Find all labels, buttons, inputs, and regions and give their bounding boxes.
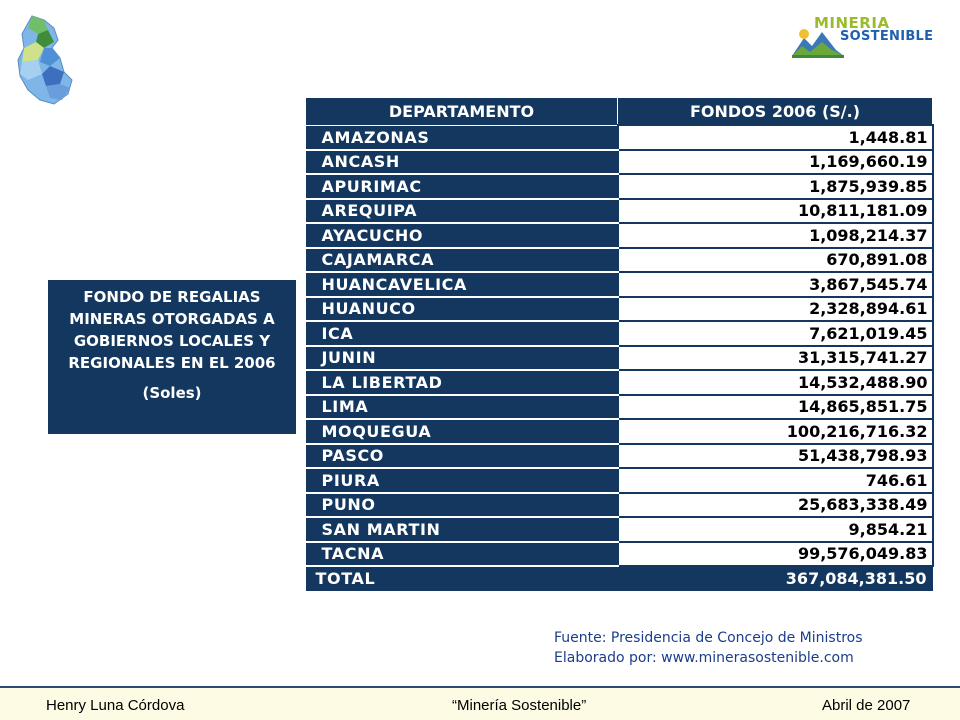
source-line: Fuente: Presidencia de Concejo de Ministros — [554, 630, 863, 646]
peru-map-icon — [14, 14, 76, 106]
amount-cell: 31,315,741.27 — [618, 346, 933, 371]
department-cell: HUANCAVELICA — [306, 272, 618, 297]
amount-cell: 14,865,851.75 — [618, 395, 933, 420]
department-cell: LA LIBERTAD — [306, 370, 618, 395]
total-label: TOTAL — [306, 566, 618, 591]
table-row — [306, 346, 933, 371]
amount-cell: 1,875,939.85 — [618, 174, 933, 199]
table-row — [306, 223, 933, 248]
footer-title: “Minería Sostenible” — [452, 697, 587, 714]
footer-date: Abril de 2007 — [822, 697, 911, 714]
amount-cell: 9,854.21 — [618, 517, 933, 542]
table-row — [306, 444, 933, 469]
amount-cell: 100,216,716.32 — [618, 419, 933, 444]
department-cell: JUNIN — [306, 346, 618, 371]
source-note — [554, 628, 863, 668]
department-cell: AYACUCHO — [306, 223, 618, 248]
table-row — [306, 395, 933, 420]
table-row — [306, 370, 933, 395]
table-row — [306, 419, 933, 444]
table-row — [306, 321, 933, 346]
panel-title: FONDO DE REGALIAS MINERAS OTORGADAS A GOBIERNOS LOCALES Y REGIONALES EN EL 2006 — [68, 288, 276, 372]
department-cell: LIMA — [306, 395, 618, 420]
table-row — [306, 199, 933, 224]
table-row — [306, 125, 933, 150]
brand-word-sostenible: SOSTENIBLE — [840, 29, 934, 44]
table-row — [306, 468, 933, 493]
department-cell: MOQUEGUA — [306, 419, 618, 444]
footer-author: Henry Luna Córdova — [46, 697, 185, 714]
funds-table — [305, 97, 934, 591]
amount-cell: 51,438,798.93 — [618, 444, 933, 469]
regalias-title-panel — [48, 280, 296, 434]
table-row — [306, 517, 933, 542]
amount-cell: 1,169,660.19 — [618, 150, 933, 175]
footer-bar — [0, 686, 960, 720]
department-cell: PUNO — [306, 493, 618, 518]
amount-cell: 14,532,488.90 — [618, 370, 933, 395]
department-cell: PASCO — [306, 444, 618, 469]
amount-cell: 670,891.08 — [618, 248, 933, 273]
department-cell: PIURA — [306, 468, 618, 493]
department-cell: AMAZONAS — [306, 125, 618, 150]
amount-cell: 99,576,049.83 — [618, 542, 933, 567]
department-cell: AREQUIPA — [306, 199, 618, 224]
department-cell: HUANUCO — [306, 297, 618, 322]
amount-cell: 10,811,181.09 — [618, 199, 933, 224]
department-cell: TACNA — [306, 542, 618, 567]
department-cell: CAJAMARCA — [306, 248, 618, 273]
table-row — [306, 150, 933, 175]
table-row — [306, 248, 933, 273]
amount-cell: 3,867,545.74 — [618, 272, 933, 297]
amount-cell: 7,621,019.45 — [618, 321, 933, 346]
mineria-sostenible-logo — [792, 12, 946, 58]
department-cell: ANCASH — [306, 150, 618, 175]
table-row — [306, 542, 933, 567]
amount-cell: 1,098,214.37 — [618, 223, 933, 248]
total-row — [306, 566, 933, 591]
amount-cell: 1,448.81 — [618, 125, 933, 150]
department-cell: ICA — [306, 321, 618, 346]
table-row — [306, 493, 933, 518]
column-header-departamento: DEPARTAMENTO — [306, 98, 618, 126]
department-cell: APURIMAC — [306, 174, 618, 199]
panel-unit: (Soles) — [142, 384, 202, 402]
table-row — [306, 174, 933, 199]
brand-word-mineria: MINERIA — [814, 14, 890, 32]
amount-cell: 25,683,338.49 — [618, 493, 933, 518]
elaborated-by-line: Elaborado por: www.minerasostenible.com — [554, 650, 854, 666]
table-row — [306, 297, 933, 322]
column-header-fondos: FONDOS 2006 (S/.) — [618, 98, 933, 126]
total-amount: 367,084,381.50 — [618, 566, 933, 591]
amount-cell: 2,328,894.61 — [618, 297, 933, 322]
department-cell: SAN MARTIN — [306, 517, 618, 542]
table-header-row — [306, 98, 933, 126]
table-body — [306, 125, 933, 591]
table-row — [306, 272, 933, 297]
amount-cell: 746.61 — [618, 468, 933, 493]
